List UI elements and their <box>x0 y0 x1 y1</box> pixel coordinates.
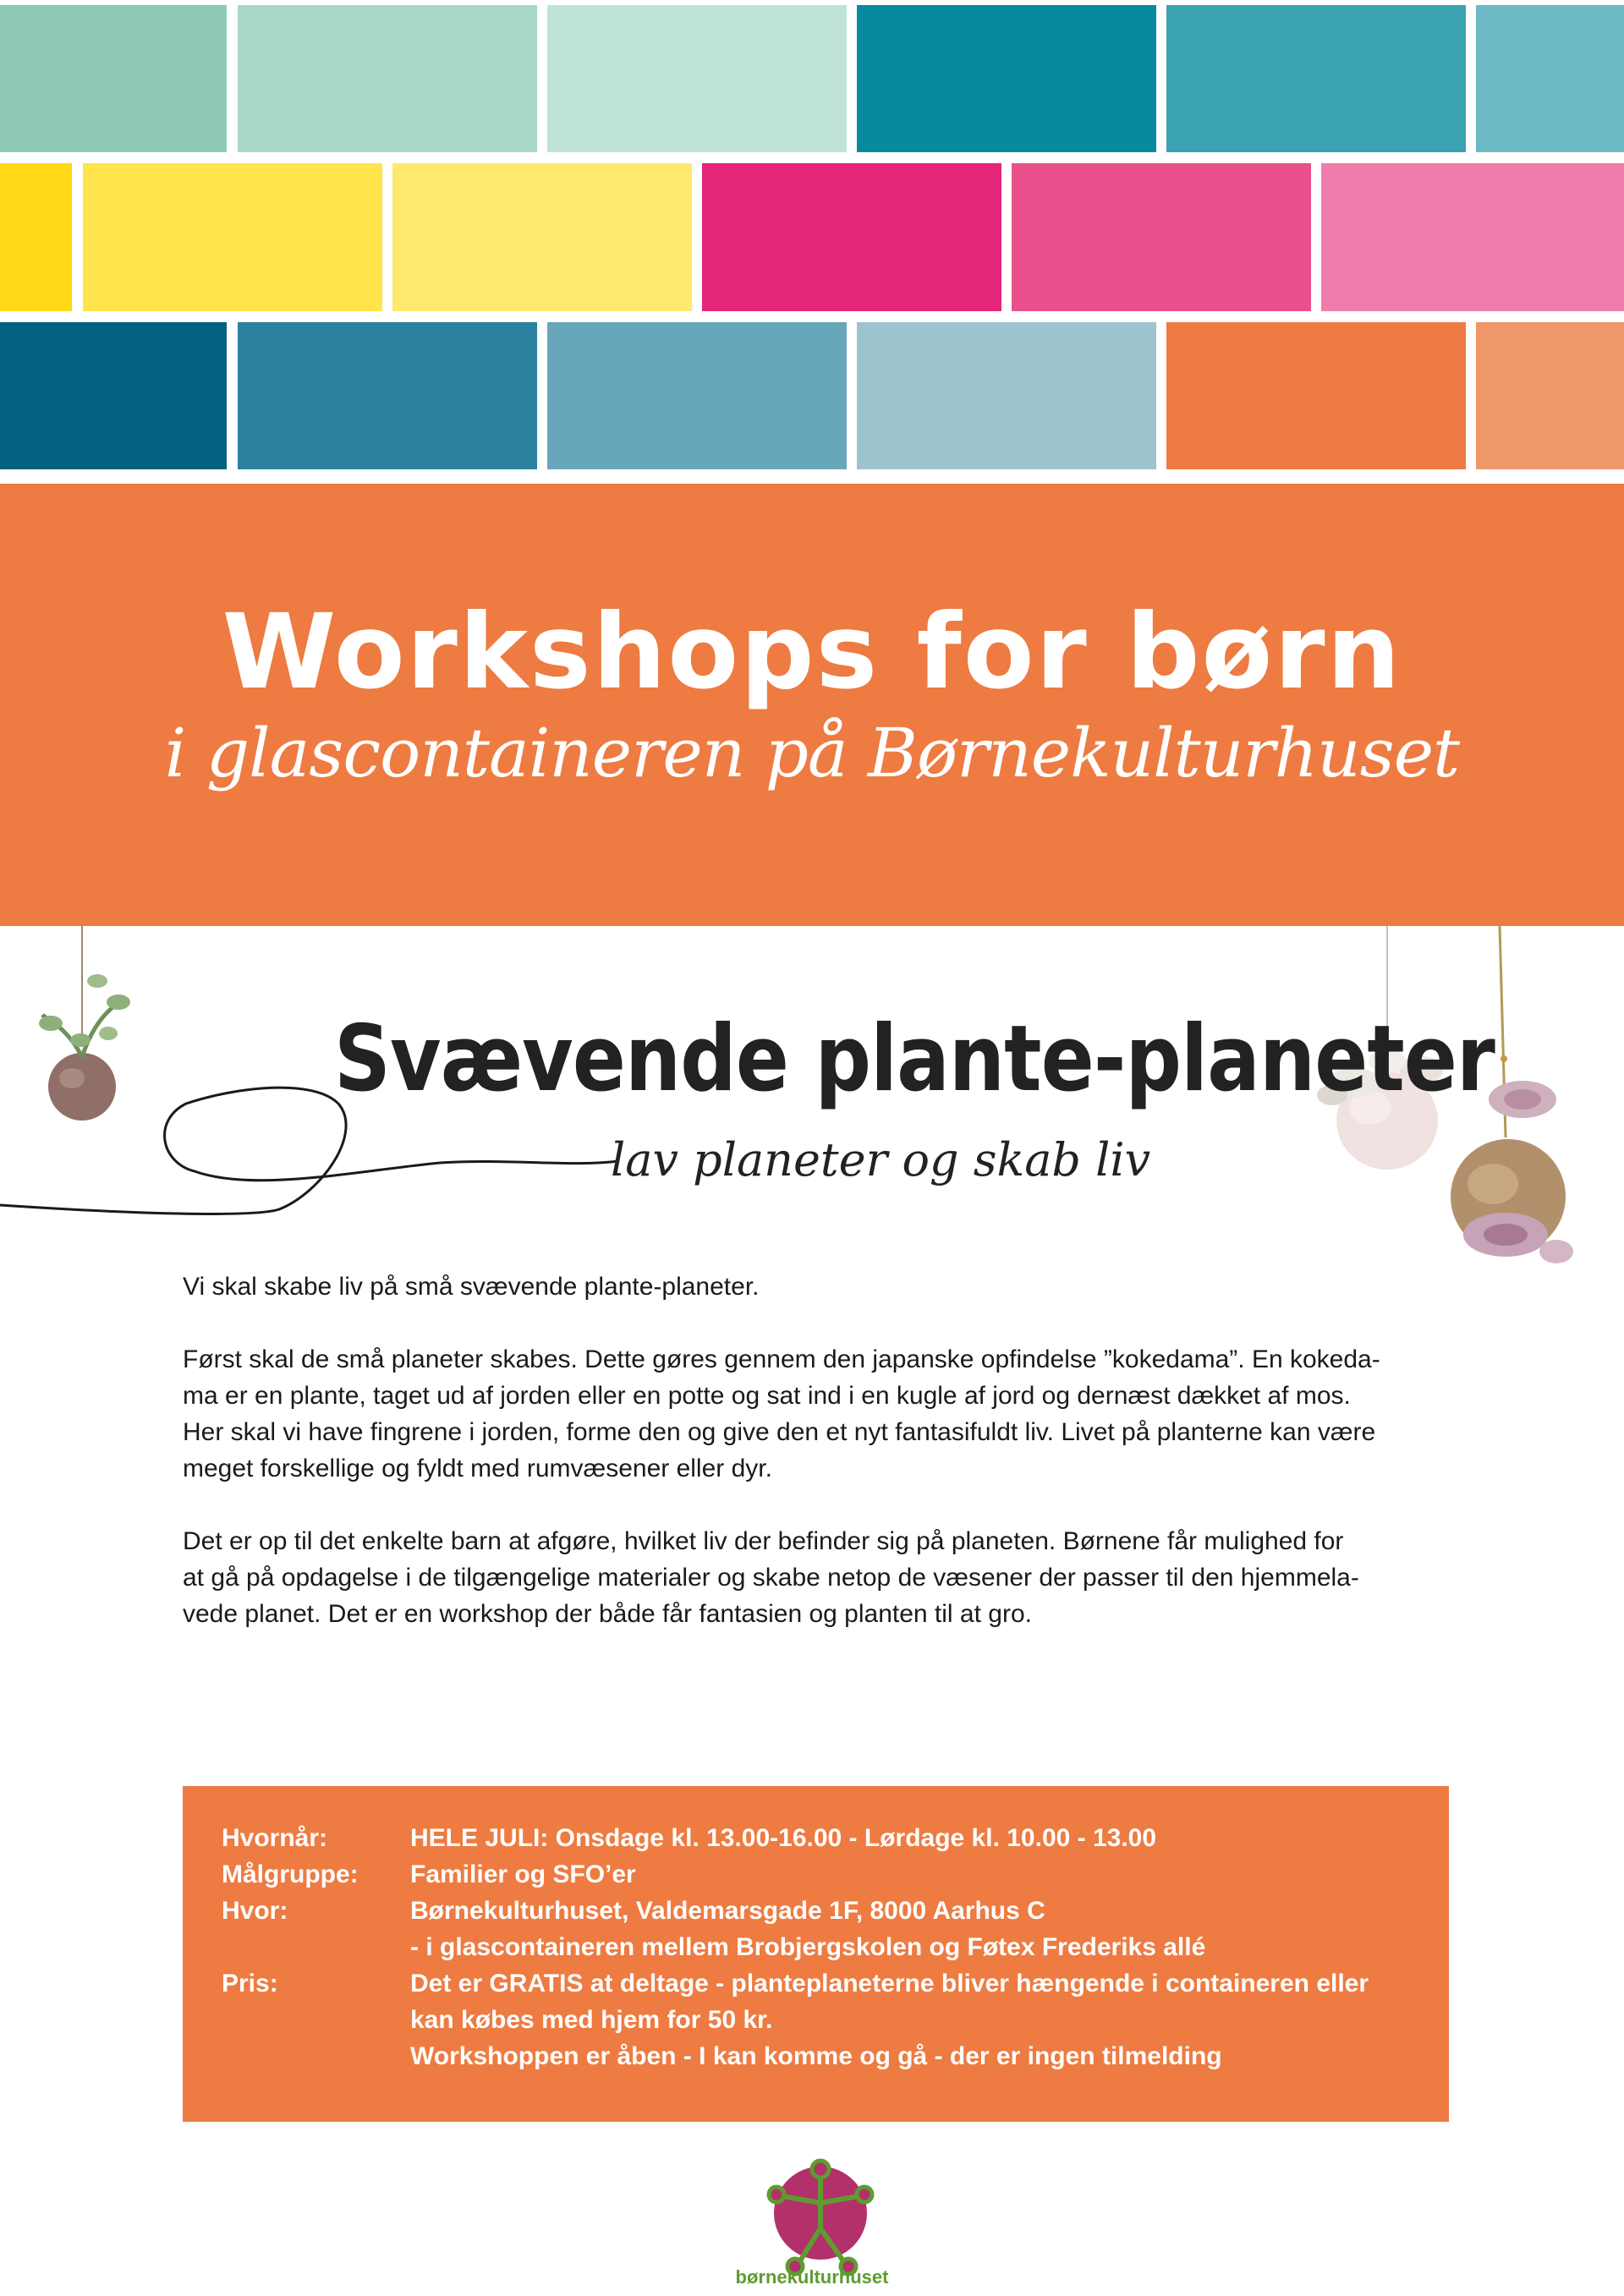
tile <box>238 322 537 469</box>
tile <box>1476 5 1624 152</box>
text-line: ma er en plante, taget ud af jorden eller en potte og sat ind i en kugle af jord og dernæst dækket af mos. <box>183 1382 1351 1410</box>
title-banner <box>0 484 1624 926</box>
tile <box>0 5 227 152</box>
tile <box>547 5 847 152</box>
event-info-box <box>183 1786 1449 2122</box>
info-label: Hvornår: <box>222 1824 328 1852</box>
info-label: Hvor: <box>222 1897 288 1925</box>
info-label <box>222 2002 410 2038</box>
tile <box>1166 5 1466 152</box>
text-line: vede planet. Det er en workshop der både får fantasien og planten til at gro. <box>183 1600 1032 1628</box>
info-label <box>222 2038 410 2074</box>
info-value: Det er GRATIS at deltage - planteplaneterne bliver hængende i containeren eller <box>410 1970 1369 1997</box>
tile <box>392 163 692 311</box>
tile <box>0 163 72 311</box>
info-label: Målgruppe: <box>222 1860 359 1888</box>
text-line: Her skal vi have fingrene i jorden, forme den og give den et nyt fantasifuldt liv. Livet på planterne kan være <box>183 1418 1376 1446</box>
tile <box>1321 163 1624 311</box>
bornekulturhuset-logo-icon <box>736 2144 905 2279</box>
info-value: Workshoppen er åben - I kan komme og gå - der er ingen tilmelding <box>410 2042 1222 2070</box>
paragraph-kokedama <box>183 1341 1451 1487</box>
tile <box>547 322 847 469</box>
text-line: meget forskellige og fyldt med rumvæsener eller dyr. <box>183 1455 772 1482</box>
info-row-price <box>222 1965 1369 2002</box>
banner-subtitle: i glascontaineren på Børnekulturhuset <box>164 714 1460 792</box>
logo-wordmark: børnekulturhuset <box>735 2266 889 2288</box>
tile <box>1476 322 1624 469</box>
tile <box>0 322 227 469</box>
info-list <box>222 1820 1369 2074</box>
info-row-price-detail <box>222 2002 1369 2038</box>
info-value: HELE JULI: Onsdage kl. 13.00-16.00 - Lørdage kl. 10.00 - 13.00 <box>410 1824 1157 1852</box>
tile <box>857 5 1156 152</box>
info-row-open <box>222 2038 1369 2074</box>
info-label <box>222 1929 410 1965</box>
color-tile-header <box>0 0 1624 478</box>
section-title: Svævende plante-planeter <box>334 1006 1495 1112</box>
tile <box>702 163 1001 311</box>
plant-ball-left-icon <box>39 974 130 1121</box>
info-row-where-detail <box>222 1929 1369 1965</box>
paragraph-creativity <box>183 1523 1451 1632</box>
info-value: Familier og SFO’er <box>410 1860 636 1888</box>
paragraph-intro: Vi skal skabe liv på små svævende plante-planeter. <box>183 1273 760 1301</box>
text-line: Først skal de små planeter skabes. Dette gøres gennem den japanske opfindelse ”kokedama”. En kokeda- <box>183 1345 1380 1373</box>
tile <box>1012 163 1311 311</box>
info-row-audience <box>222 1856 1369 1893</box>
info-row-where <box>222 1893 1369 1929</box>
text-line: Det er op til det enkelte barn at afgøre, hvilket liv der befinder sig på planeten. Børnene får mulighed for <box>183 1527 1344 1555</box>
section-subtitle: lav planeter og skab liv <box>611 1133 1151 1186</box>
info-value: kan købes med hjem for 50 kr. <box>410 2006 773 2034</box>
text-line: at gå på opdagelse i de tilgængelige materialer og skabe netop de væsener der passer til den hjemmela- <box>183 1564 1359 1592</box>
info-value: Børnekulturhuset, Valdemarsgade 1F, 8000 Aarhus C <box>410 1897 1045 1925</box>
tile <box>1166 322 1466 469</box>
info-row-when <box>222 1820 1369 1856</box>
info-label: Pris: <box>222 1970 278 1997</box>
body-text <box>183 1269 1451 1669</box>
tile <box>857 322 1156 469</box>
info-value: - i glascontaineren mellem Brobjergskolen og Føtex Frederiks allé <box>410 1933 1206 1961</box>
tile <box>83 163 382 311</box>
tile <box>238 5 537 152</box>
banner-title: Workshops for børn <box>222 592 1402 712</box>
